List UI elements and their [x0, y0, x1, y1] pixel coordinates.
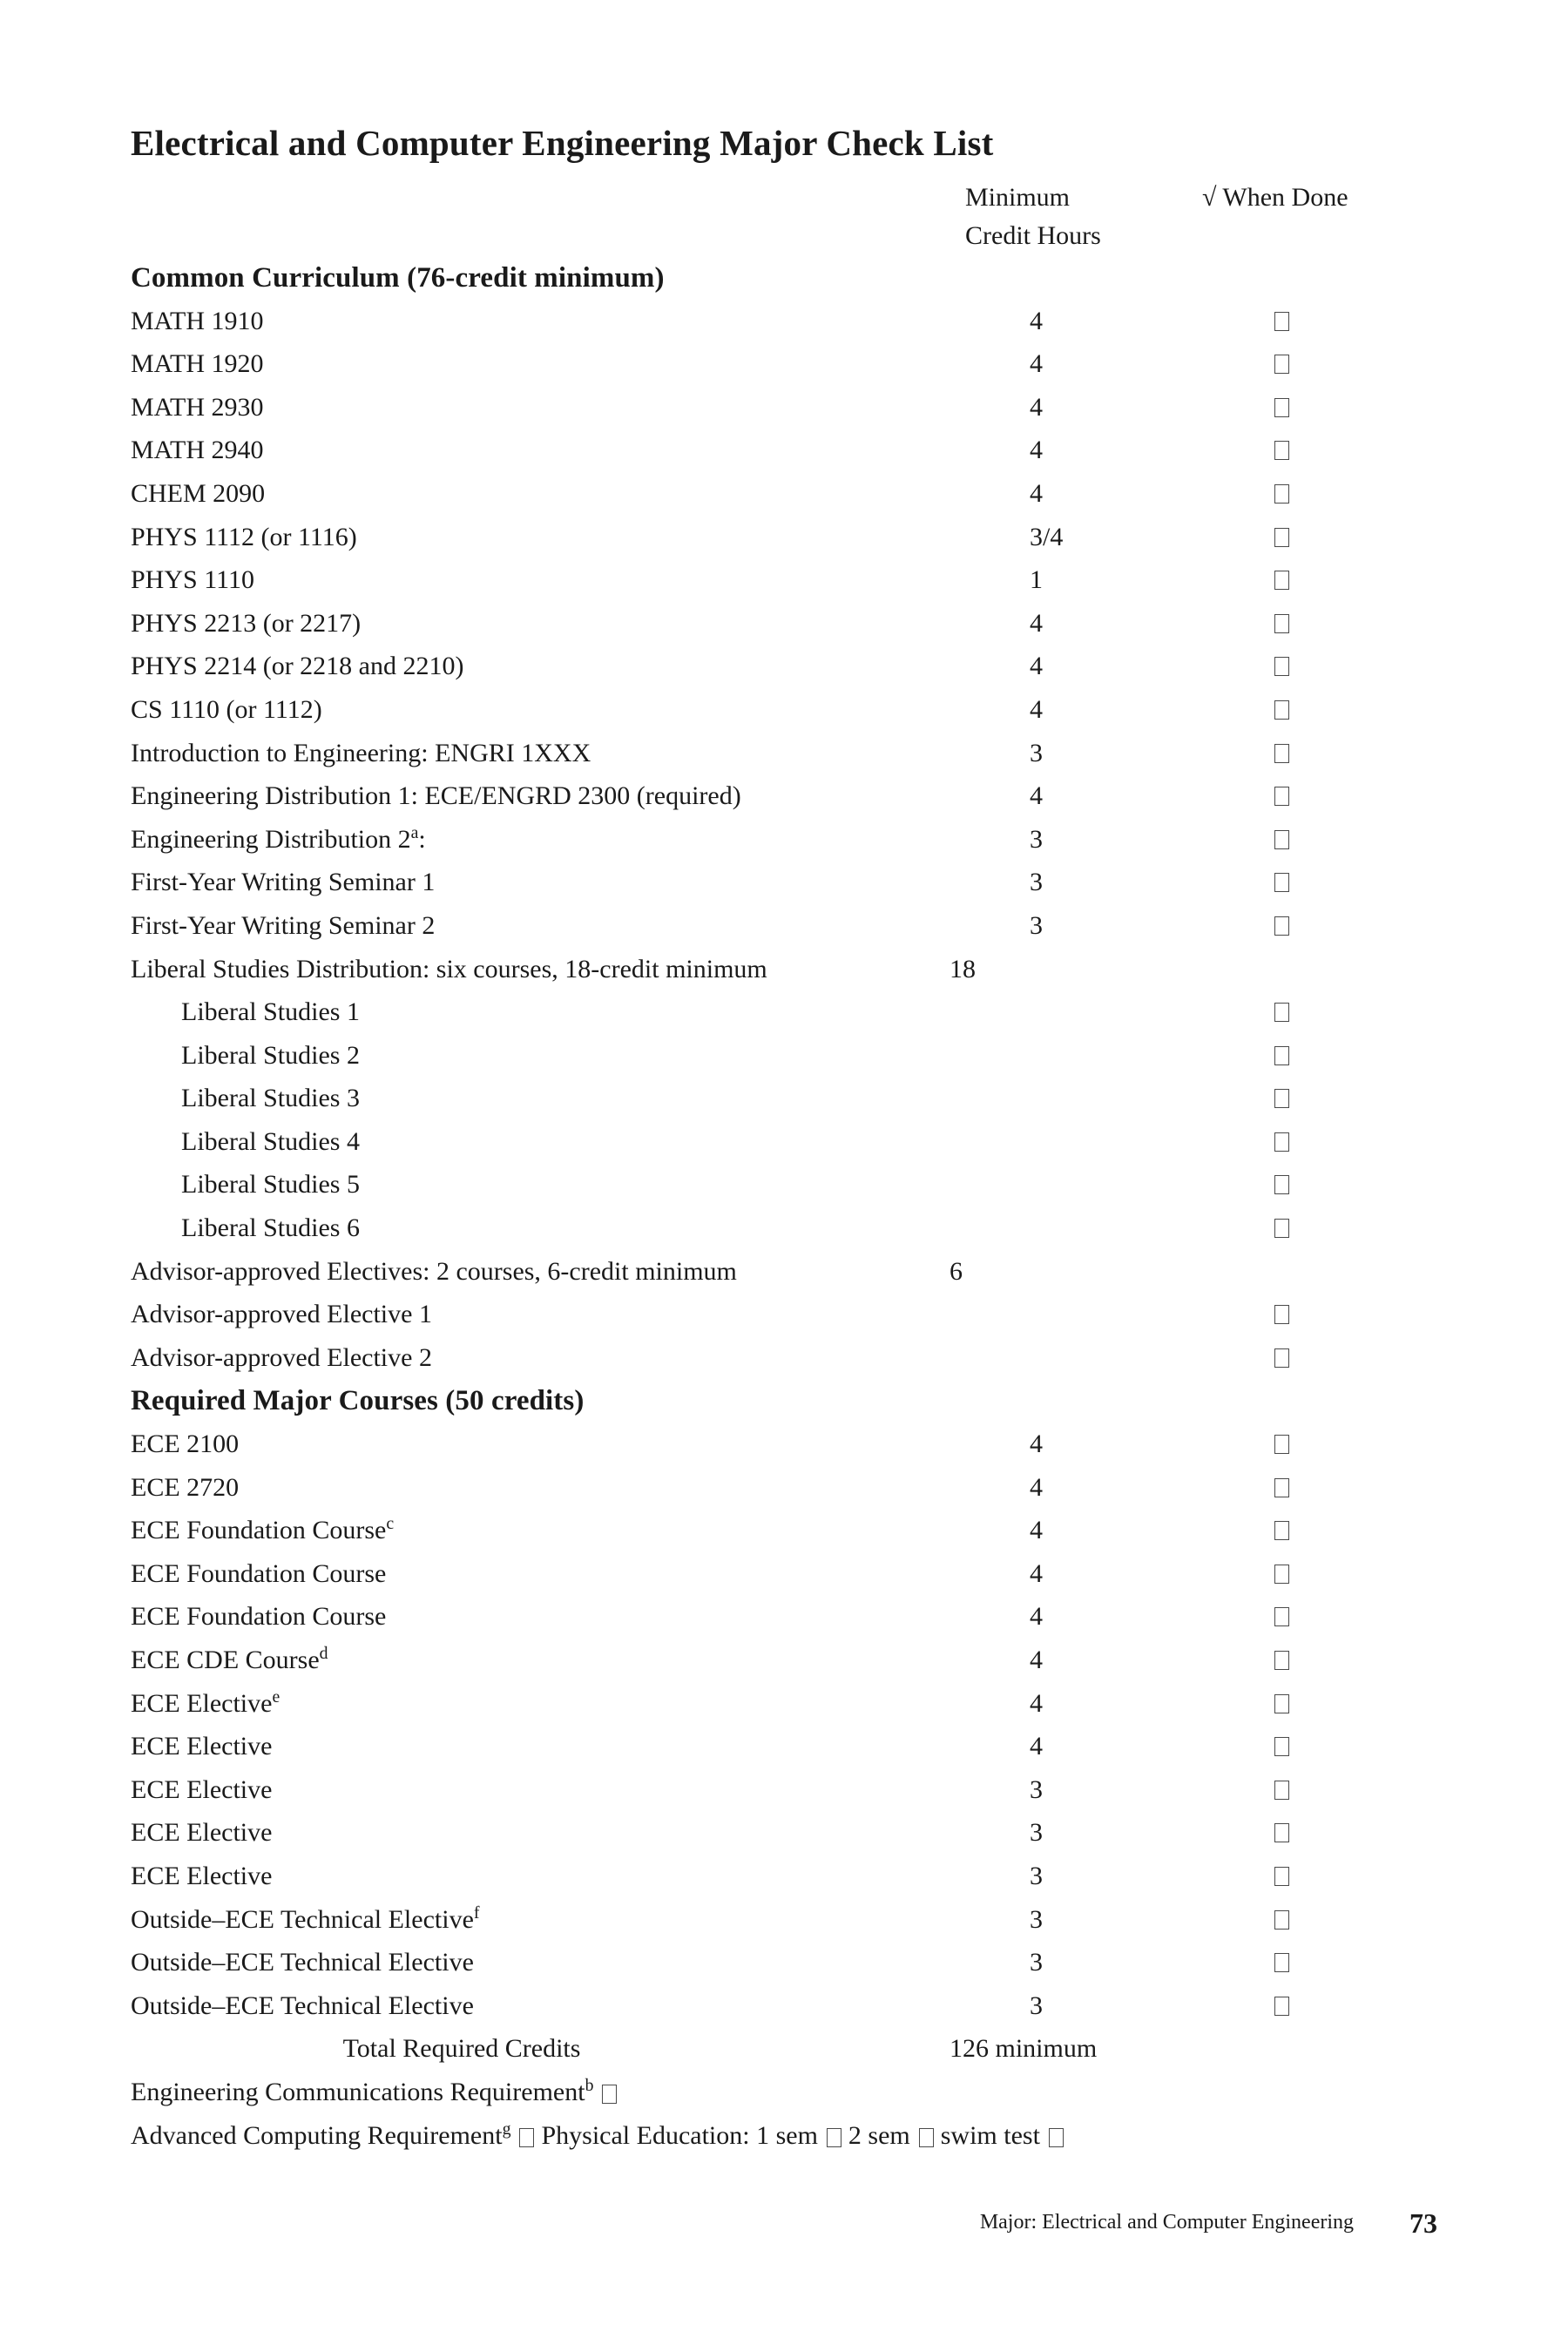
checklist-row: [0, 1338, 1568, 1382]
row-label: First-Year Writing Seminar 2: [131, 910, 436, 940]
checklist-row: [0, 1165, 1568, 1208]
section-heading: Common Curriculum (76-credit minimum): [131, 262, 665, 294]
checklist-row: [0, 604, 1568, 647]
row-label: Liberal Studies 4: [181, 1126, 360, 1156]
credit-hours-value: 4: [1030, 1602, 1043, 1632]
footnote-marker: f: [473, 1903, 480, 1923]
checkbox-icon[interactable]: [1274, 398, 1289, 417]
credit-hours-value: 4: [1030, 1516, 1043, 1545]
footnote-marker: d: [319, 1644, 328, 1663]
credit-hours-value: 4: [1030, 349, 1043, 379]
checkbox-icon[interactable]: [1274, 1953, 1289, 1972]
checkbox-icon[interactable]: [1274, 1219, 1289, 1238]
requirement-label: Engineering Communications Requirement$^b$: [131, 2072, 617, 2112]
when-done-cell[interactable]: [1274, 528, 1289, 547]
credit-hours-value: 3/4: [1030, 522, 1064, 551]
checklist-row: [0, 1078, 1568, 1122]
checklist-row: [0, 1943, 1568, 1986]
when-done-cell[interactable]: [1274, 1997, 1289, 2016]
credit-hours-value: 18: [950, 954, 976, 983]
checklist-row: [0, 1511, 1568, 1554]
checkbox-icon[interactable]: [1274, 312, 1289, 331]
checkbox-icon[interactable]: [1274, 1694, 1289, 1713]
final-requirements-line: [131, 2116, 1071, 2156]
when-done-cell[interactable]: [1274, 1737, 1289, 1756]
credit-hours-value: 4: [1030, 1688, 1043, 1718]
advanced-computing-checkbox[interactable]: [519, 2128, 534, 2147]
credit-hours-value: 4: [1030, 1429, 1043, 1459]
footer-label: Major: Electrical and Computer Engineering: [979, 2211, 1354, 2234]
row-label: MATH 1920: [131, 349, 264, 379]
row-label: First-Year Writing Seminar 1: [131, 868, 436, 897]
when-done-cell[interactable]: [1274, 1046, 1289, 1065]
row-label: PHYS 2213 (or 2217): [131, 608, 362, 638]
credit-hours-value: 1: [1030, 565, 1043, 595]
row-label: ECE Foundation Course: [131, 1602, 387, 1632]
checkbox-icon[interactable]: [1274, 1132, 1289, 1152]
checkbox-icon[interactable]: [1274, 1175, 1289, 1194]
credit-hours-value: 4: [1030, 781, 1043, 811]
checkbox-icon[interactable]: [1274, 744, 1289, 763]
credit-hours-value: 3: [1030, 738, 1043, 767]
when-done-cell[interactable]: [1274, 484, 1289, 504]
requirement-row: [0, 2072, 1568, 2116]
row-label: CS 1110 (or 1112): [131, 694, 322, 724]
checklist-row: [0, 776, 1568, 820]
checklist-row: [0, 992, 1568, 1036]
column-header-minimum-line1: Minimum: [965, 183, 1071, 212]
row-label: ECE Elective: [131, 1861, 273, 1890]
row-label: Advisor-approved Electives: 2 courses, 6-credit minimum: [131, 1256, 737, 1286]
when-done-cell[interactable]: [1274, 441, 1289, 460]
checklist-row: [0, 1900, 1568, 1943]
when-done-cell[interactable]: [1274, 1003, 1289, 1022]
row-label: Liberal Studies 6: [181, 1213, 360, 1243]
footnote-marker: e: [272, 1686, 280, 1707]
credit-hours-value: 4: [1030, 392, 1043, 422]
credit-hours-value: 3: [1030, 910, 1043, 940]
checklist-row: [0, 301, 1568, 345]
physical-education-label: Physical Education:: [541, 2120, 757, 2150]
when-done-cell[interactable]: [1274, 744, 1289, 763]
row-label: Liberal Studies 3: [181, 1084, 360, 1113]
row-label: Engineering Distribution 1: ECE/ENGRD 2300 (required): [131, 781, 741, 811]
when-done-cell[interactable]: [1274, 1823, 1289, 1842]
checklist-row: [0, 862, 1568, 906]
when-done-cell[interactable]: [1274, 1565, 1289, 1584]
when-done-cell[interactable]: [1274, 1521, 1289, 1540]
pe-item-2-label: 2 sem: [848, 2120, 910, 2150]
column-header-minimum-line2: Credit Hours: [965, 221, 1101, 250]
credit-hours-value: 6: [950, 1256, 963, 1286]
checklist-row: [0, 344, 1568, 388]
row-label: Liberal Studies 1: [181, 997, 360, 1027]
checklist-row: [0, 1294, 1568, 1338]
row-label: CHEM 2090: [131, 478, 266, 508]
when-done-cell[interactable]: [1274, 1478, 1289, 1497]
credit-hours-value: 4: [1030, 608, 1043, 638]
footnote-marker: b: [585, 2075, 594, 2095]
total-required-credits-row: [0, 2029, 1568, 2072]
when-done-cell[interactable]: [1274, 873, 1289, 892]
when-done-cell[interactable]: [1274, 1305, 1289, 1324]
row-label: ECE 2720: [131, 1472, 240, 1502]
checkbox-icon[interactable]: [1274, 1435, 1289, 1454]
checklist-row: [0, 906, 1568, 950]
column-header-minimum: [965, 179, 1101, 255]
page-number: 73: [1409, 2207, 1437, 2239]
when-done-cell[interactable]: [1274, 700, 1289, 720]
checkbox-icon[interactable]: [1274, 657, 1289, 676]
pe-sem-1-checkbox[interactable]: [827, 2128, 841, 2147]
row-label: PHYS 1112 (or 1116): [131, 522, 357, 551]
checklist: [0, 258, 1568, 2159]
row-label: ECE CDE Course$^d$: [131, 1644, 328, 1674]
checkbox-icon[interactable]: [1274, 1910, 1289, 1930]
when-done-cell[interactable]: [1274, 1953, 1289, 1972]
checklist-row: [0, 1554, 1568, 1598]
checkbox-icon[interactable]: [1274, 484, 1289, 504]
checkbox-icon[interactable]: [1274, 1997, 1289, 2016]
pe-swim-test-checkbox[interactable]: [1049, 2128, 1064, 2147]
checklist-row: [0, 430, 1568, 474]
checklist-row: [0, 1727, 1568, 1770]
when-done-cell[interactable]: [1274, 398, 1289, 417]
checkbox-icon[interactable]: [1274, 830, 1289, 849]
credit-hours-value: 3: [1030, 1904, 1043, 1934]
checkbox-icon[interactable]: [1274, 1651, 1289, 1670]
checkbox-icon[interactable]: [1274, 1781, 1289, 1800]
row-label: ECE Elective: [131, 1818, 273, 1848]
checklist-row: [0, 1597, 1568, 1640]
checkbox-icon[interactable]: [1274, 1305, 1289, 1324]
checklist-row: [0, 517, 1568, 561]
credit-hours-value: 4: [1030, 652, 1043, 681]
row-label: MATH 2930: [131, 392, 264, 422]
credit-hours-value: 4: [1030, 436, 1043, 465]
footnote-marker: a: [410, 822, 419, 842]
checklist-row: [0, 1986, 1568, 2030]
credit-hours-value: 3: [1030, 1861, 1043, 1890]
checklist-row: [0, 690, 1568, 733]
checkbox-icon[interactable]: [1274, 1046, 1289, 1065]
checkbox-icon[interactable]: [1274, 355, 1289, 374]
column-header-when-done: √ When Done: [1202, 183, 1348, 212]
checklist-row: [0, 733, 1568, 777]
section-heading-row: [0, 1381, 1568, 1424]
credit-hours-value: 4: [1030, 306, 1043, 335]
credit-hours-value: 3: [1030, 1990, 1043, 2020]
when-done-cell[interactable]: [1274, 1435, 1289, 1454]
row-label: ECE Elective: [131, 1774, 273, 1804]
checklist-row: [0, 560, 1568, 604]
when-done-cell[interactable]: [1274, 312, 1289, 331]
checkbox-icon[interactable]: [1274, 1089, 1289, 1108]
credit-hours-value: 4: [1030, 1646, 1043, 1674]
when-done-cell[interactable]: [1274, 1781, 1289, 1800]
when-done-cell[interactable]: [1274, 1089, 1289, 1108]
when-done-cell[interactable]: [1274, 571, 1289, 590]
when-done-cell[interactable]: [1274, 1651, 1289, 1670]
checklist-row: [0, 1770, 1568, 1814]
row-label: ECE Foundation Course: [131, 1558, 387, 1588]
checkbox-icon[interactable]: [1274, 700, 1289, 720]
row-label: Advisor-approved Elective 1: [131, 1300, 432, 1329]
row-label: MATH 2940: [131, 436, 264, 465]
credit-hours-value: 4: [1030, 1472, 1043, 1502]
checkbox-icon[interactable]: [1274, 1348, 1289, 1368]
when-done-cell[interactable]: [1274, 1694, 1289, 1713]
row-label: Introduction to Engineering: ENGRI 1XXX: [131, 738, 591, 767]
row-label: ECE 2100: [131, 1429, 240, 1459]
checkbox-icon[interactable]: [1274, 916, 1289, 936]
pe-item-3-label: swim test: [940, 2120, 1040, 2150]
row-label: Outside–ECE Technical Elective: [131, 1948, 474, 1977]
row-label: ECE Elective: [131, 1732, 273, 1761]
checklist-row: [0, 388, 1568, 431]
row-label: PHYS 2214 (or 2218 and 2210): [131, 652, 464, 681]
checkbox-icon[interactable]: [1274, 1521, 1289, 1540]
checkbox-icon[interactable]: [1274, 614, 1289, 633]
when-done-cell[interactable]: [1274, 1867, 1289, 1886]
checkbox-icon[interactable]: [1274, 787, 1289, 806]
row-label: Engineering Distribution 2$^a$:: [131, 822, 426, 854]
when-done-cell[interactable]: [1274, 916, 1289, 936]
row-label: ECE Elective$^e$: [131, 1686, 280, 1718]
checkbox-icon[interactable]: [1274, 1478, 1289, 1497]
row-label: Liberal Studies 5: [181, 1170, 360, 1200]
when-done-cell[interactable]: [1274, 657, 1289, 676]
total-required-credits-label: Total Required Credits: [342, 2034, 581, 2064]
final-requirements-row: [0, 2116, 1568, 2159]
when-done-cell[interactable]: [1274, 1175, 1289, 1194]
checklist-row: [0, 1208, 1568, 1252]
checklist-row: [0, 1036, 1568, 1079]
footnote-marker: c: [386, 1514, 395, 1534]
checklist-row: [0, 646, 1568, 690]
row-label: PHYS 1110: [131, 565, 254, 595]
row-label: MATH 1910: [131, 306, 264, 335]
pe-sem-2-checkbox[interactable]: [919, 2128, 934, 2147]
row-label: Outside–ECE Technical Elective: [131, 1990, 474, 2020]
page-title: Electrical and Computer Engineering Major Check List: [131, 123, 994, 163]
when-done-cell[interactable]: [1274, 355, 1289, 374]
advanced-computing-label: Advanced Computing Requirement: [131, 2120, 503, 2150]
credit-hours-value: 3: [1030, 1774, 1043, 1804]
row-label: Outside–ECE Technical Elective$^f$: [131, 1903, 480, 1934]
section-heading: Required Major Courses (50 credits): [131, 1385, 585, 1417]
checkbox-icon[interactable]: [1274, 1003, 1289, 1022]
when-done-cell[interactable]: [1274, 1910, 1289, 1930]
row-label: Liberal Studies 2: [181, 1040, 360, 1070]
credit-hours-value: 3: [1030, 1948, 1043, 1977]
checklist-row: [0, 474, 1568, 517]
credit-hours-value: 3: [1030, 868, 1043, 897]
when-done-cell[interactable]: [1274, 1607, 1289, 1626]
total-required-credits-value: 126 minimum: [950, 2034, 1098, 2064]
footnote-marker: g: [502, 2119, 511, 2139]
credit-hours-value: 3: [1030, 1818, 1043, 1848]
checklist-row: [0, 1640, 1568, 1684]
checklist-row: [0, 1468, 1568, 1511]
when-done-cell[interactable]: [1274, 787, 1289, 806]
checkbox-icon[interactable]: [1274, 1607, 1289, 1626]
checklist-row: [0, 950, 1568, 993]
row-label: Advisor-approved Elective 2: [131, 1342, 432, 1372]
checkbox-icon[interactable]: [1274, 441, 1289, 460]
credit-hours-value: 4: [1030, 694, 1043, 724]
checklist-row: [0, 1856, 1568, 1900]
checkbox-icon[interactable]: [1274, 1565, 1289, 1584]
row-label: Liberal Studies Distribution: six courses, 18-credit minimum: [131, 954, 767, 983]
credit-hours-value: 3: [1030, 824, 1043, 854]
checkbox-icon[interactable]: [1274, 1867, 1289, 1886]
pe-item-1-label: 1 sem: [756, 2120, 818, 2150]
credit-hours-value: 4: [1030, 1558, 1043, 1588]
checklist-row: [0, 1684, 1568, 1727]
checkbox-icon[interactable]: [1274, 1737, 1289, 1756]
checklist-row: [0, 1813, 1568, 1856]
checkbox-icon[interactable]: [1274, 528, 1289, 547]
when-done-cell[interactable]: [1274, 1219, 1289, 1238]
checkbox-icon[interactable]: [1274, 1823, 1289, 1842]
credit-hours-value: 4: [1030, 1732, 1043, 1761]
checklist-row: [0, 820, 1568, 863]
when-done-cell[interactable]: [1274, 614, 1289, 633]
row-label: ECE Foundation Course$^c$: [131, 1514, 395, 1545]
checkbox-icon[interactable]: [1274, 873, 1289, 892]
checklist-row: [0, 1122, 1568, 1166]
when-done-cell[interactable]: [1274, 1132, 1289, 1152]
checkbox-icon[interactable]: [602, 2085, 617, 2104]
checklist-row: [0, 1252, 1568, 1295]
section-heading-row: [0, 258, 1568, 301]
checkbox-icon[interactable]: [1274, 571, 1289, 590]
credit-hours-value: 4: [1030, 478, 1043, 508]
checklist-row: [0, 1424, 1568, 1468]
when-done-cell[interactable]: [1274, 1348, 1289, 1368]
when-done-cell[interactable]: [1274, 830, 1289, 849]
